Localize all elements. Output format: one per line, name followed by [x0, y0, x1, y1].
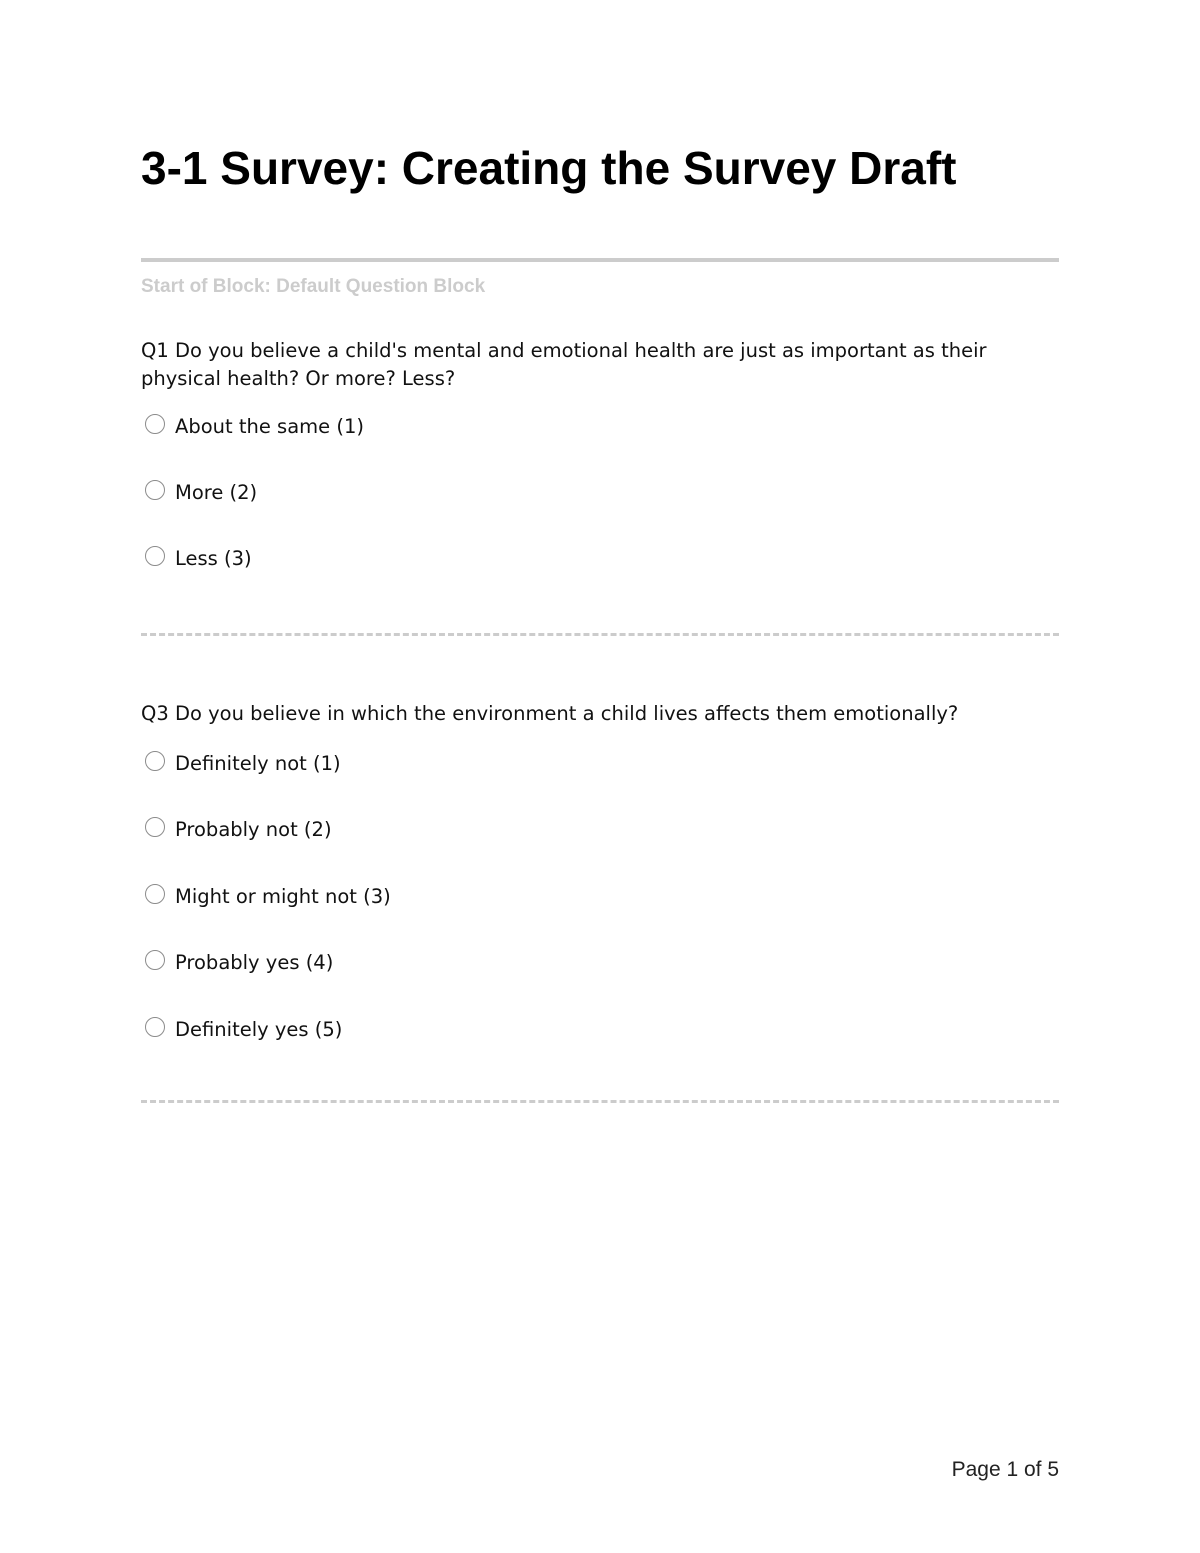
option-label: Probably yes (4)	[175, 951, 334, 974]
option-label: About the same (1)	[175, 415, 364, 438]
title-divider	[141, 258, 1059, 262]
option-label: Might or might not (3)	[175, 885, 391, 908]
option-about-the-same[interactable]	[145, 412, 364, 442]
option-label: More (2)	[175, 481, 258, 504]
option-might-or-might-not[interactable]	[145, 882, 391, 912]
option-probably-yes[interactable]	[145, 948, 333, 978]
question-separator	[141, 633, 1059, 636]
block-start-label: Start of Block: Default Question Block	[141, 276, 486, 297]
question-separator	[141, 1100, 1059, 1103]
option-less[interactable]	[145, 544, 252, 574]
option-definitely-not[interactable]	[145, 749, 341, 779]
option-label: Definitely yes (5)	[175, 1018, 343, 1041]
option-label: Probably not (2)	[175, 818, 332, 841]
option-probably-not[interactable]	[145, 815, 332, 845]
radio-button[interactable]	[145, 950, 165, 970]
page-number: Page 1 of 5	[951, 1458, 1059, 1481]
radio-button[interactable]	[145, 1017, 165, 1037]
question-q3	[141, 700, 1059, 1041]
question-q1	[141, 337, 1059, 570]
option-label: Definitely not (1)	[175, 752, 341, 775]
question-text: Q1 Do you believe a child's mental and emotional health are just as important as their physical health? Or more? Less?	[141, 339, 987, 390]
option-label: Less (3)	[175, 547, 252, 570]
radio-button[interactable]	[145, 480, 165, 500]
option-definitely-yes[interactable]	[145, 1015, 342, 1045]
radio-button[interactable]	[145, 751, 165, 771]
radio-button[interactable]	[145, 414, 165, 434]
document-title: 3-1 Survey: Creating the Survey Draft	[141, 142, 957, 194]
radio-button[interactable]	[145, 884, 165, 904]
radio-button[interactable]	[145, 546, 165, 566]
question-text: Q3 Do you believe in which the environment a child lives affects them emotionally?	[141, 702, 959, 725]
option-more[interactable]	[145, 478, 257, 508]
radio-button[interactable]	[145, 817, 165, 837]
